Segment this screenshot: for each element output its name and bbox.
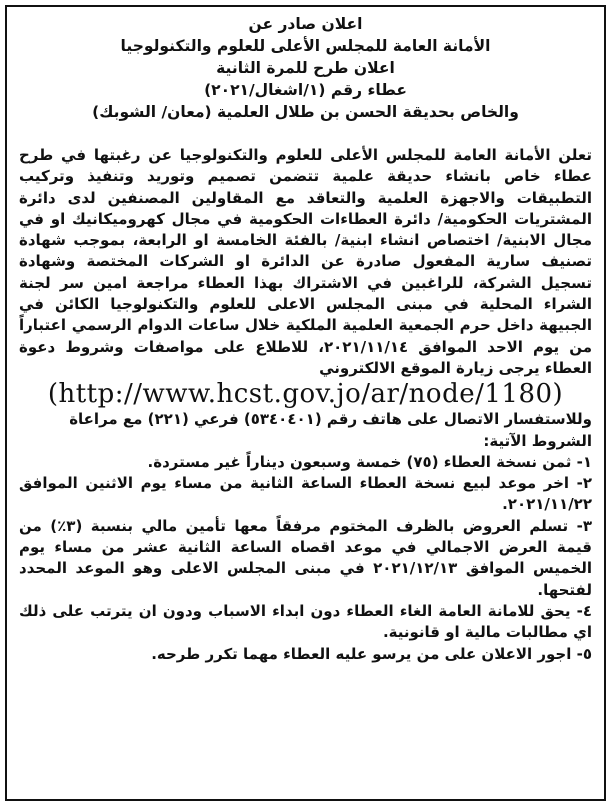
contact-info: وللاستفسار الاتصال على هاتف رقم (٥٣٤٠٤٠١) فرعي (٢٢١) مع مراعاة الشروط الآتية: [69, 410, 592, 450]
conditions-list [19, 452, 592, 665]
header-line-tender-number: عطاء رقم (١/اشغال/٢٠٢١) [204, 81, 407, 99]
announcement-frame [5, 5, 606, 801]
header-line-tender-subject: والخاص بحديقة الحسن بن طلال العلمية (معان/ الشوبك) [92, 103, 519, 121]
header-line-issuer-intro: اعلان صادر عن [248, 15, 363, 33]
condition-item: ٤- يحق للامانة العامة الغاء العطاء دون ابداء الاسباب ودون ان يترتب على ذلك اي مطالبات مالية او قانونية. [19, 601, 592, 642]
tender-description-paragraph: تعلن الأمانة العامة للمجلس الأعلى للعلوم والتكنولوجيا عن رغبتها في طرح عطاء خاص بانشاء حديقة علمية تتضمن تصميم وتوريد وتنفيذ وتركيب التطبيقات والاجهزة العلمية والتعاقد مع المقاولين المصنفين لدى دائرة المشتريات الحكومية/ دائرة العطاءات الحكومية في مجال كهروميكانيك او في مجال الابنية/ اختصاص انشاء ابنية/ بالفئة الخامسة او الرابعة، بموجب شهادة تصنيف سارية المفعول صادرة عن الدائرة او الشركات المختصة وشهادة تسجيل الشركة، للراغبين في الاشتراك بهذا العطاء مراجعة امين سر لجنة الشراء المحلية في مبنى المجلس الاعلى للعلوم والتكنولوجيا الكائن في الجبيهة داخل حرم الجمعية العلمية الملكية خلال ساعات الدوام الرسمي اعتباراً من يوم الاحد الموافق ٢٠٢١/١١/١٤، للاطلاع على مواصفات وشروط دعوة العطاء يرجى زيارة الموقع الالكتروني [19, 146, 592, 377]
condition-item: ١- ثمن نسخة العطاء (٧٥) خمسة وسبعون ديناراً غير مستردة. [147, 452, 592, 471]
condition-item: ٣- تسلم العروض بالظرف المختوم مرفقاً معها تأمين مالي بنسبة (٣٪) من قيمة العرض الاجمالي في موعد اقصاه الساعة الثانية عشر من مساء يوم الخميس الموافق ٢٠٢١/١٢/١٣ في مبنى المجلس الاعلى وهو الموعد المحدد لفتحها. [19, 516, 592, 599]
header-line-second-tender: اعلان طرح للمرة الثانية [216, 59, 395, 77]
condition-item: ٥- اجور الاعلان على من يرسو عليه العطاء مهما تكرر طرحه. [151, 644, 592, 663]
announcement-header [19, 13, 592, 123]
condition-item: ٢- اخر موعد لبيع نسخة العطاء الساعة الثانية من مساء يوم الاثنين الموافق ٢٠٢١/١١/٢٢. [19, 474, 592, 514]
header-spacer [19, 123, 592, 145]
website-url[interactable]: (http://www.hcst.gov.jo/ar/node/1180) [47, 379, 564, 410]
announcement-body [19, 145, 592, 665]
header-line-organization: الأمانة العامة للمجلس الأعلى للعلوم والتكنولوجيا [120, 37, 491, 55]
